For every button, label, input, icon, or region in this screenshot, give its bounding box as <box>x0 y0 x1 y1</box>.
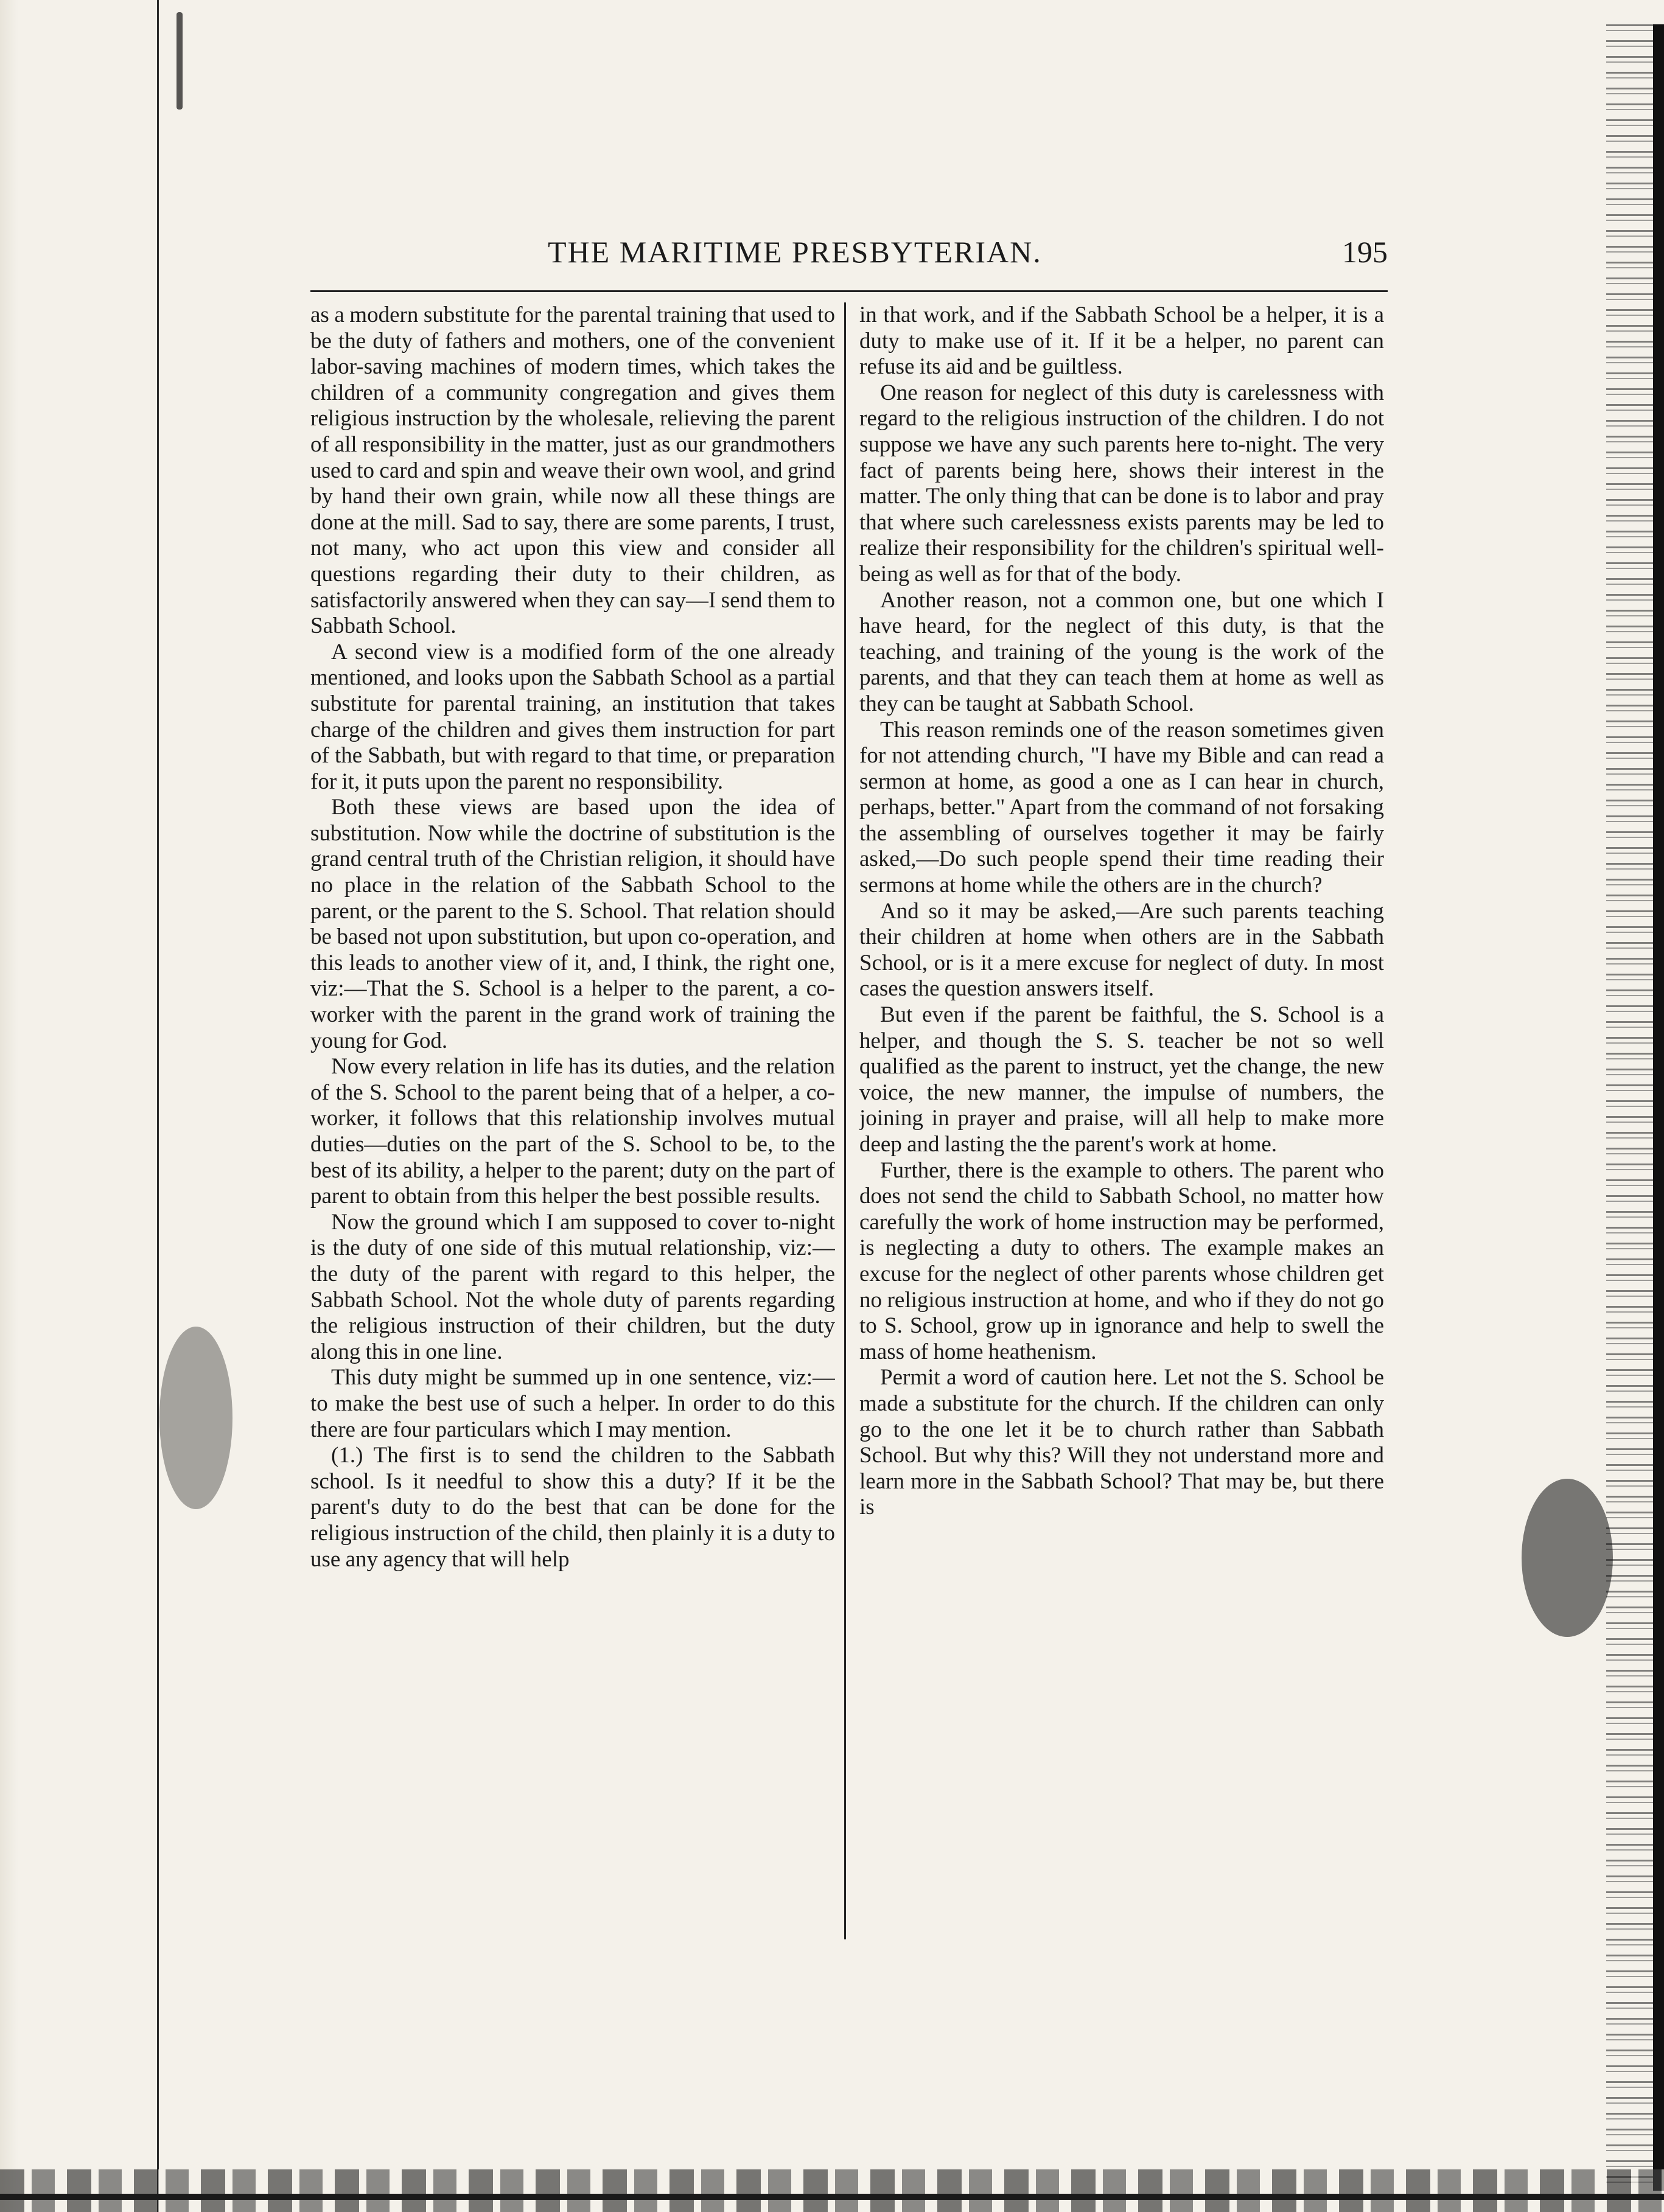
paragraph: A second view is a modified form of the one already mentioned, and looks upon the Sabbath School as a partial substitute for parental training, an institution that takes charge of the children and gives them instruction for part of the Sabbath, but with regard to that time, or preparation for it, it puts upon the parent no responsibility. <box>310 639 835 794</box>
page-edge-right-dark <box>1653 24 1664 2191</box>
running-head <box>310 234 1388 277</box>
page-edge-bottom-dark <box>0 2194 1664 2200</box>
paragraph: Further, there is the example to others. The parent who does not send the child to Sabbath School, no matter how carefully the work of home instruction may be performed, is neglecting a duty to others. The example makes an excuse for the neglect of other parents whose children get no religious instruction at home, and who if they do not go to S. School, grow up in ignorance and help to swell the mass of home heathenism. <box>859 1157 1384 1364</box>
paragraph: And so it may be asked,—Are such parents teaching their children at home when others are in the Sabbath School, or is it a mere excuse for neglect of duty. In most cases the question answers itself. <box>859 898 1384 1002</box>
publication-title: THE MARITIME PRESBYTERIAN. <box>548 235 1042 269</box>
paragraph: Both these views are based upon the idea of substitution. Now while the doctrine of substitution is the grand central truth of the Christian religion, it should have no place in the relation of the Sabbath School to the parent, or the parent to the S. School. That relation should be based not upon substitution, but upon co-operation, and this leads to another view of it, and, I think, the right one, viz:—That the S. School is a helper to the parent, a co-worker with the parent in the grand work of training the young for God. <box>310 795 835 1053</box>
binding-rule <box>157 0 159 2212</box>
ink-speck-top <box>177 12 183 110</box>
page-edge-bottom <box>0 2169 1664 2212</box>
paragraph: This duty might be summed up in one sentence, viz:—to make the best use of such a helper. In order to do this there are four particulars which I may mention. <box>310 1365 835 1442</box>
paragraph: Another reason, not a common one, but one which I have heard, for the neglect of this duty, is that the teaching, and training of the young is the work of the parents, and that they can teach them at home as well as they can be taught at Sabbath School. <box>859 587 1384 716</box>
left-column <box>310 302 835 1945</box>
ink-smudge-right <box>1522 1479 1613 1637</box>
paragraph: Now every relation in life has its duties, and the relation of the S. School to the parent being that of a helper, a co-worker, it follows that this relationship involves mutual duties—duties on the part of the S. School to be, to the best of its ability, a helper to the parent; duty on the part of parent to obtain from this helper the best possible results. <box>310 1054 835 1209</box>
column-rule <box>844 302 846 1939</box>
paragraph: Now the ground which I am supposed to cover to-night is the duty of one side of this mutual relationship, viz:—the duty of the parent with regard to this helper, the Sabbath School. Not the whole duty of parents regarding the religious instruction of their children, but the duty along this in one line. <box>310 1209 835 1364</box>
page <box>310 234 1388 2121</box>
paragraph: But even if the parent be faithful, the S. School is a helper, and though the S. S. teacher be not so well qualified as the parent to instruct, yet the change, the new voice, the new manner, the impulse of numbers, the joining in prayer and praise, will all help to make more deep and lasting the the parent's work at home. <box>859 1002 1384 1157</box>
paragraph: One reason for neglect of this duty is carelessness with regard to the religious instruction of the children. I do not suppose we have any such parents here to-night. The very fact of parents being here, shows their interest in the matter. The only thing that can be done is to labor and pray that where such carelessness exists parents may be led to realize their responsibility for the children's spiritual well-being as well as for that of the body. <box>859 380 1384 587</box>
page-number: 195 <box>1342 235 1388 269</box>
paragraph: (1.) The first is to send the children to the Sabbath school. Is it needful to show this a duty? If it be the parent's duty to do the best that can be done for the religious instruction of the child, then plainly it is a duty to use any agency that will help <box>310 1443 835 1572</box>
paragraph: as a modern substitute for the parental training that used to be the duty of fathers and mothers, one of the convenient labor-saving machines of modern times, which takes the children of a community congregation and gives them religious instruction by the wholesale, relieving the parent of all responsibility in the matter, just as our grandmothers used to card and spin and weave their own wool, and grind by hand their own grain, while now all these things are done at the mill. Sad to say, there are some parents, I trust, not many, who act upon this view and consider all questions regarding their duty to their children, as satisfactorily answered when they can say—I send them to Sabbath School. <box>310 302 835 639</box>
ink-smudge-left <box>159 1327 232 1509</box>
header-rule <box>310 290 1388 292</box>
paragraph: Permit a word of caution here. Let not the S. School be made a substitute for the church. If the children can only go to the one let it be to church rather than Sabbath School. But why this? Will they not understand more and learn more in the Sabbath School? That may be, but there is <box>859 1365 1384 1520</box>
right-column <box>859 302 1384 1945</box>
paragraph: This reason reminds one of the reason sometimes given for not attending church, "I have my Bible and can read a sermon at home, as good a one as I can hear in church, perhaps, better." Apart from the command of not forsaking the assembling of ourselves together it may be fairly asked,—Do such people spend their time reading their sermons at home while the others are in the church? <box>859 717 1384 898</box>
paragraph: in that work, and if the Sabbath School be a helper, it is a duty to make use of it. If it be a helper, no parent can refuse its aid and be guiltless. <box>859 302 1384 380</box>
scan-margin-left <box>0 0 18 2212</box>
